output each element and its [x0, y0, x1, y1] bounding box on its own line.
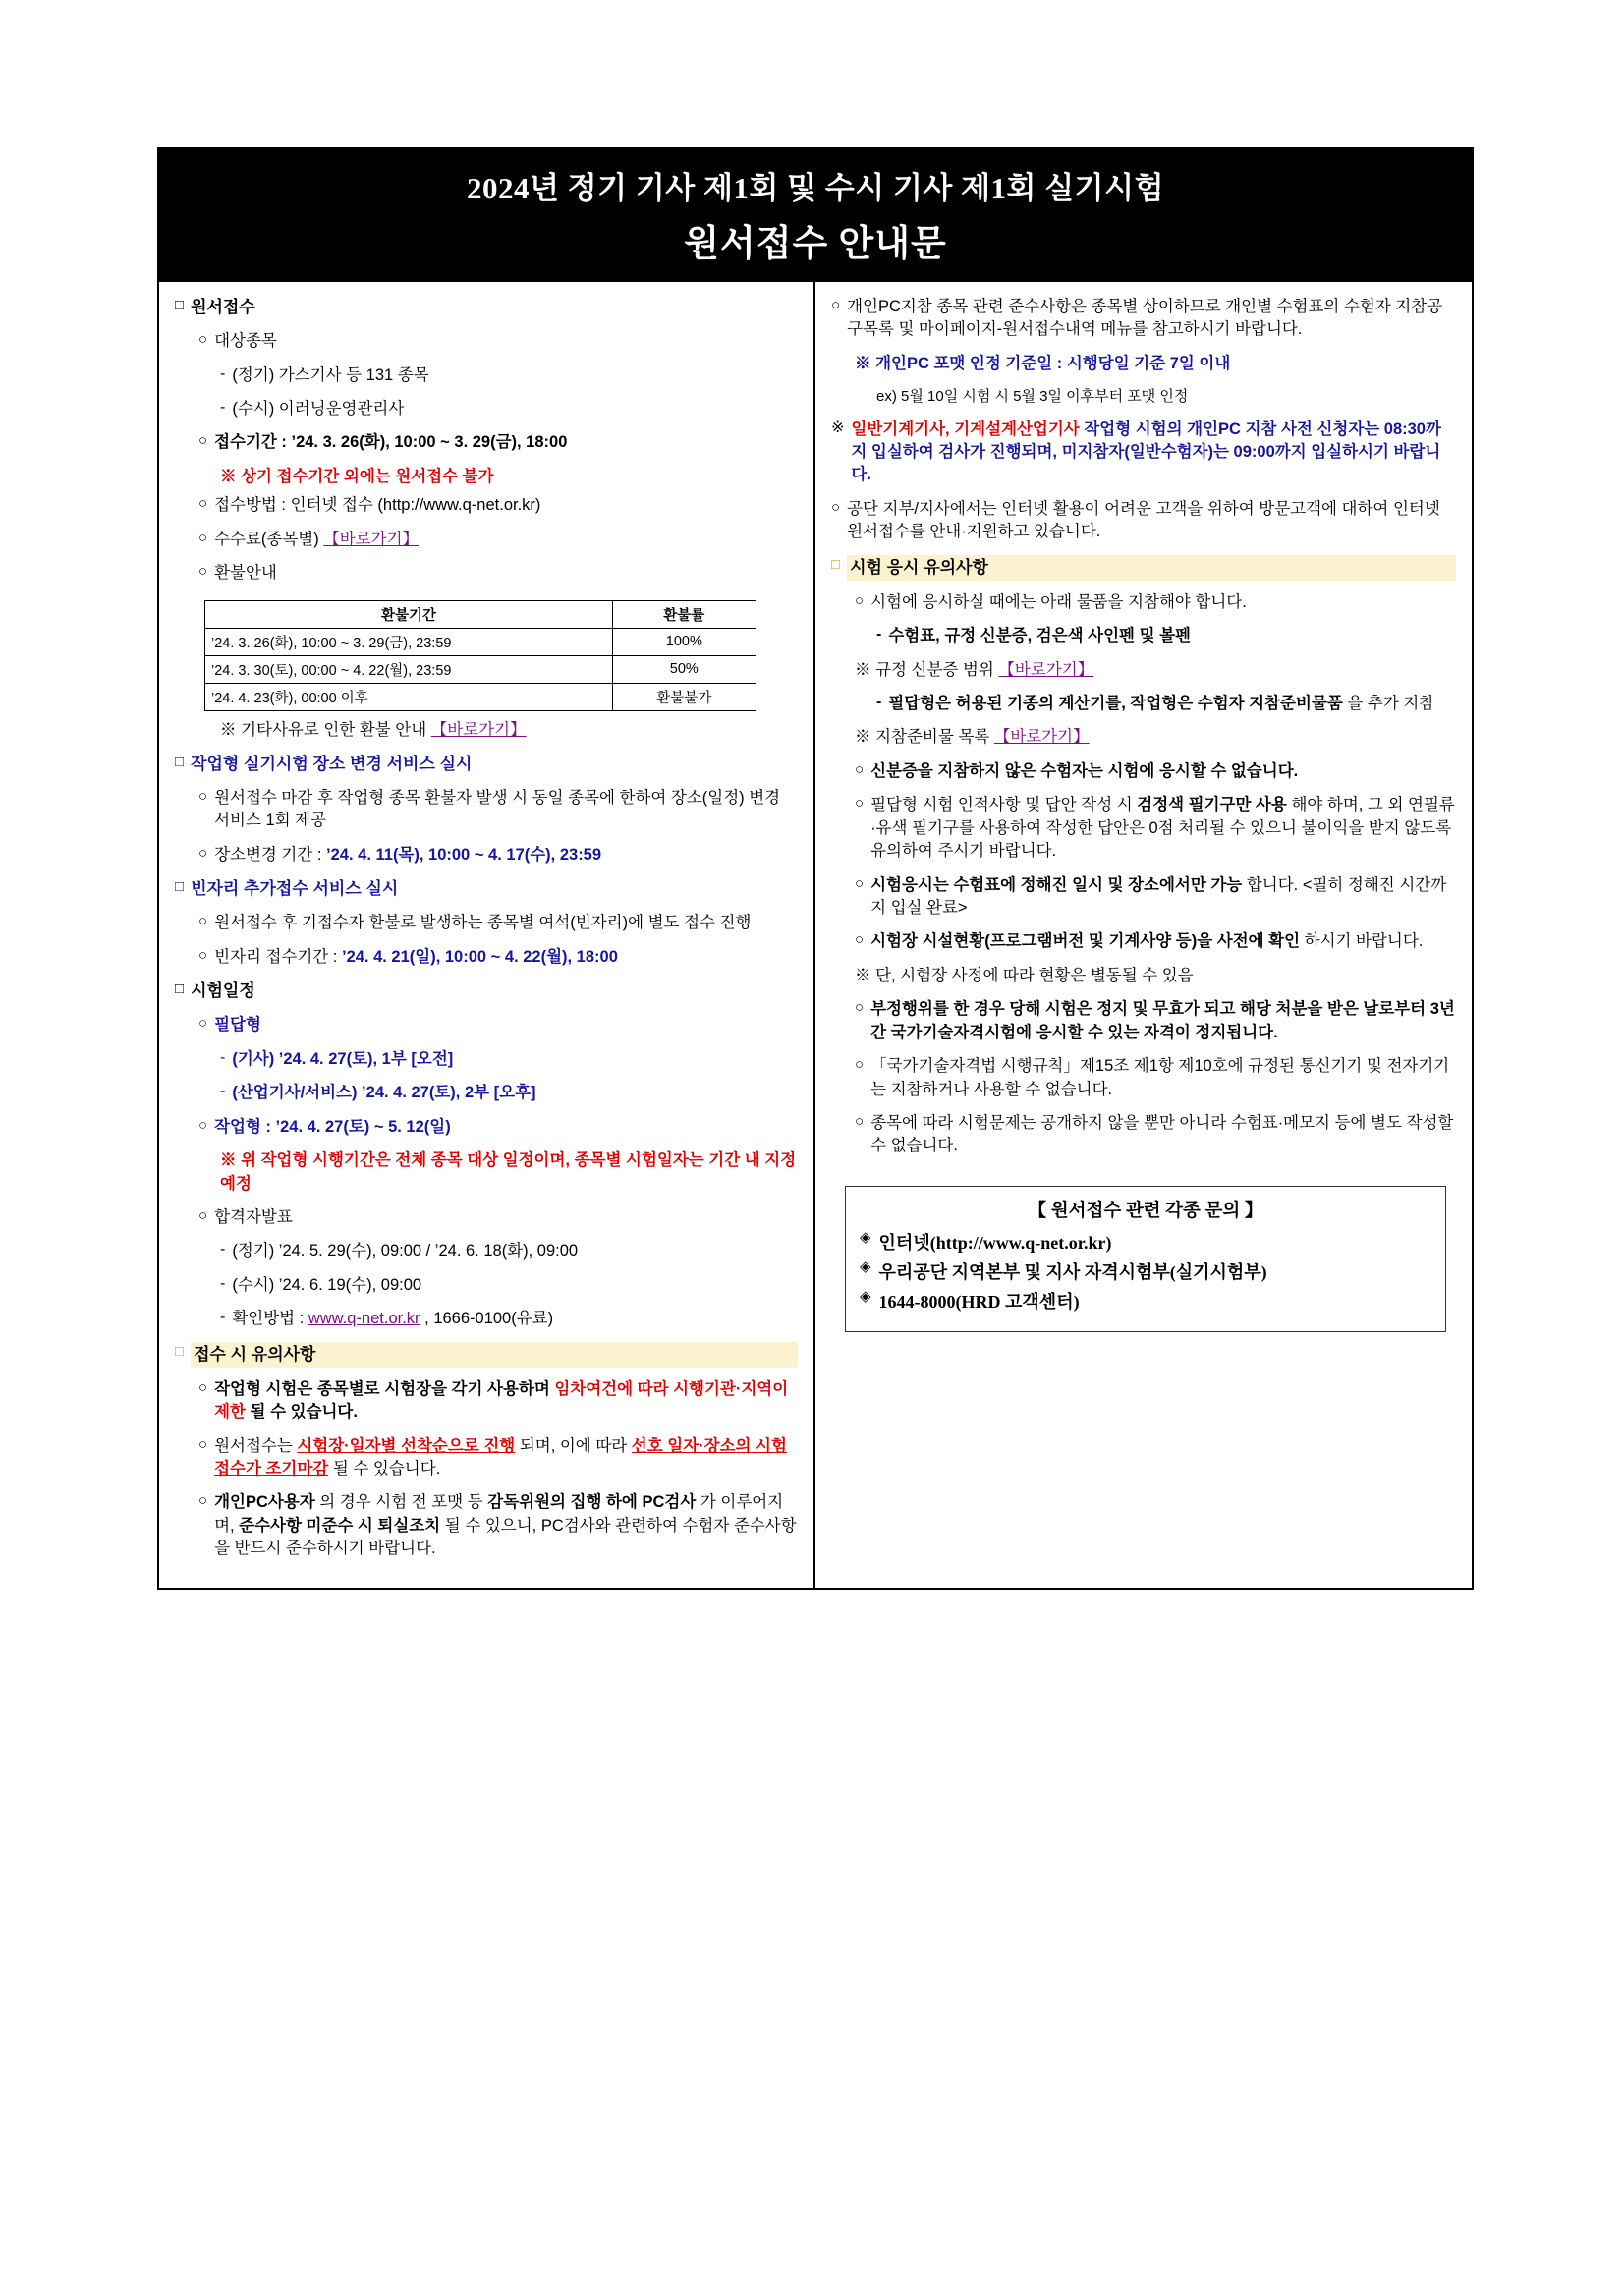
document-header: [159, 149, 1472, 282]
header-line-2: 원서접수 안내문: [684, 224, 947, 264]
bring-list-link[interactable]: 【바로가기】: [993, 728, 1090, 747]
venue-change-label: 장소변경 기간 :: [214, 845, 327, 864]
table-cell-period: ’24. 4. 23(화), 00:00 이후: [205, 683, 613, 710]
venue-notice-part-2: 수험표에 정해진 일시 및 장소에서만 가능: [953, 875, 1243, 894]
square-bullet-icon: □: [175, 753, 185, 770]
device-notice: 「국가기술자격법 시행규칙」제15조 제1항 제10호에 규정된 통신기기 및 전자기기는 지참하거나 사용할 수 없습니다.: [870, 1057, 1450, 1098]
list-item: [175, 431, 798, 454]
table-cell-rate: 환불불가: [612, 683, 756, 710]
circle-bullet-icon: ○: [198, 1206, 208, 1224]
refund-other-link[interactable]: 【바로가기】: [430, 720, 527, 739]
dash-bullet-icon: -: [876, 626, 882, 644]
calculator-notice-part-1: 필답형은 허용된 기종의 계산기를, 작업형은 수험자 지참준비물품: [888, 695, 1343, 713]
list-item: [175, 844, 798, 867]
note-item: [831, 965, 1456, 987]
section-exam-schedule: [175, 980, 798, 1003]
list-item: [175, 1116, 798, 1139]
pc-bring-subjects: 일반기계기사, 기계설계산업기사: [851, 420, 1080, 438]
list-item: [175, 787, 798, 833]
caution-1-part-1: 작업형 시험은 종목별로 시험장을 각기 사용하며: [214, 1379, 550, 1398]
section-title: 빈자리 추가접수 서비스 실시: [191, 879, 399, 899]
circle-bullet-icon: ○: [198, 1116, 208, 1134]
note-item: [831, 659, 1456, 682]
inquiry-item: [860, 1288, 1431, 1314]
circle-bullet-icon: ○: [198, 529, 208, 546]
list-item-label: 대상종목: [214, 332, 277, 351]
inquiry-item: [860, 1229, 1431, 1255]
list-item: [175, 946, 798, 969]
two-column-body: [159, 282, 1472, 1588]
inquiry-callcenter: 1644-8000(HRD 고객센터): [878, 1291, 1080, 1312]
result-check-phone: , 1666-0100(유료): [424, 1310, 554, 1328]
list-item: [175, 1048, 798, 1071]
square-bullet-icon: □: [175, 297, 185, 313]
dash-bullet-icon: -: [220, 398, 226, 416]
facility-notice-part-2: 하시기 바랍니다.: [1304, 932, 1424, 951]
list-item: [175, 1378, 798, 1425]
circle-bullet-icon: ○: [855, 795, 865, 812]
list-item: [831, 998, 1456, 1044]
venue-notice-part-3: 합니다. <필히 정해진 시간까지 입실 완료>: [870, 875, 1447, 918]
pen-notice-part-2: 검정색 필기구만 사용: [1137, 796, 1287, 814]
id-scope-label: ※ 규정 신분증 범위: [855, 660, 994, 679]
pc-bring-detail: 작업형 시험의 개인PC 지참 사전 신청자는 08:30까지 입실하여 검사가 진행되며, 미지참자(일반수험자)는 09:00까지 입실하시기 바랍니다.: [851, 420, 1441, 484]
dash-bullet-icon: -: [220, 1274, 226, 1292]
list-item: [175, 1491, 798, 1560]
list-item-label: (정기) 가스기사 등 131 종목: [232, 365, 429, 384]
branch-support-notice: 공단 지부/지사에서는 인터넷 활용이 어려운 고객을 위하여 방문고객에 대하여 인터넷 원서접수를 안내·지원하고 있습니다.: [847, 499, 1440, 541]
list-item: [175, 1274, 798, 1297]
list-item: [175, 529, 798, 551]
list-item: [175, 330, 798, 353]
result-check-label: 확인방법 :: [232, 1310, 308, 1328]
asterisk-bullet-icon: ※: [831, 419, 845, 436]
table-row: [205, 683, 756, 710]
section-application-cautions: [175, 1342, 798, 1368]
note-item: [831, 419, 1456, 487]
venue-notice-part-1: 시험응시는: [870, 875, 954, 894]
inquiry-branch: 우리공단 지역본부 및 지사 자격시험부(실기시험부): [878, 1261, 1267, 1282]
section-venue-change: [175, 753, 798, 776]
schedule-practical: 작업형 : ’24. 4. 27(토) ~ 5. 12(일): [214, 1117, 451, 1136]
schedule-engineer: (기사) ’24. 4. 27(토), 1부 [오전]: [232, 1049, 454, 1068]
caution-2-part-1: 원서접수는: [214, 1436, 298, 1455]
table-header-cell: 환불률: [612, 600, 756, 628]
list-item: [831, 693, 1456, 715]
dash-bullet-icon: -: [876, 694, 882, 711]
square-bullet-icon: □: [831, 555, 841, 573]
circle-bullet-icon: ○: [831, 297, 841, 313]
list-item: [175, 1082, 798, 1104]
list-item: [831, 874, 1456, 921]
cheating-notice: 부정행위를 한 경우 당해 시험은 정지 및 무효가 되고 해당 처분을 받은 날로부터 3년간 국가기술자격시험에 응시할 수 있는 자격이 정지됩니다.: [870, 1000, 1455, 1041]
section-application: [175, 296, 798, 319]
bring-items-label: 시험에 응시하실 때에는 아래 물품을 지참해야 합니다.: [870, 592, 1247, 611]
table-cell-period: ’24. 3. 30(토), 00:00 ~ 4. 22(월), 23:59: [205, 655, 613, 683]
caution-3-part-2: 의 경우 시험 전 포맷 등: [319, 1493, 488, 1512]
section-title: 시험 응시 유의사항: [847, 555, 1456, 581]
caution-3-part-5: 준수사항 미준수 시 퇴실조치: [239, 1516, 441, 1535]
dash-bullet-icon: -: [220, 1083, 226, 1100]
section-title: 작업형 실기시험 장소 변경 서비스 실시: [191, 754, 473, 773]
pen-notice-part-3: 해야 하며, 그 외 연필류·유색 필기구를 사용하여 작성한 답안은 0점 처리될 수 있으니 불이익을 받지 않도록 유의하여 주시기 바랍니다.: [870, 796, 1455, 861]
bring-items-list: 수험표, 규정 신분증, 검은색 사인펜 및 볼펜: [888, 627, 1191, 645]
caution-1-part-2: 임차여건에 따라 시행기관·지역이 제한: [214, 1379, 789, 1422]
right-column: [815, 282, 1472, 1588]
list-item: [831, 625, 1456, 647]
note-item: [831, 726, 1456, 749]
inquiry-box: [845, 1186, 1446, 1332]
list-item: [175, 494, 798, 517]
list-item-label: (수시) 이러닝운영관리사: [232, 399, 405, 418]
refund-label: 환불안내: [214, 564, 277, 583]
question-disclosure-notice: 종목에 따라 시험문제는 공개하지 않을 뿐만 아니라 수험표·메모지 등에 별도 작성할 수 없습니다.: [870, 1113, 1454, 1155]
caution-2-part-3: 되며, 이에 따라: [519, 1436, 632, 1455]
application-method: 접수방법 : 인터넷 접수 (http://www.q-net.or.kr): [214, 496, 541, 515]
circle-bullet-icon: ○: [855, 1056, 865, 1074]
circle-bullet-icon: ○: [198, 946, 208, 964]
refund-table: [204, 600, 756, 711]
list-item: [831, 1055, 1456, 1101]
list-item: [175, 1308, 798, 1330]
diamond-bullet-icon: ◈: [860, 1229, 871, 1246]
table-row: [205, 655, 756, 683]
list-item: [831, 498, 1456, 544]
refund-table-wrapper: [175, 596, 798, 719]
caution-3-part-1: 개인PC사용자: [214, 1493, 315, 1512]
dash-bullet-icon: -: [220, 364, 226, 382]
list-item: [831, 930, 1456, 953]
caution-1-part-3: 될 수 있습니다.: [250, 1403, 358, 1422]
notice-document: [157, 147, 1474, 1590]
circle-bullet-icon: ○: [855, 1112, 865, 1130]
note-item: [831, 353, 1456, 375]
refund-other-note: ※ 기타사유로 인한 환불 안내: [220, 720, 427, 739]
result-regular: (정기) ’24. 5. 29(수), 09:00 / ’24. 6. 18(화), 09:00: [232, 1242, 579, 1260]
section-title: 시험일정: [191, 981, 255, 1001]
written-type-label: 필답형: [214, 1016, 261, 1035]
dash-bullet-icon: -: [220, 1048, 226, 1066]
section-title: 접수 시 유의사항: [191, 1342, 798, 1368]
circle-bullet-icon: ○: [855, 874, 865, 892]
list-item: [175, 562, 798, 585]
calculator-notice-part-2: 을 추가 지참: [1347, 695, 1435, 713]
circle-bullet-icon: ○: [198, 913, 208, 930]
diamond-bullet-icon: ◈: [860, 1288, 871, 1305]
list-item: [175, 1206, 798, 1229]
circle-bullet-icon: ○: [198, 563, 208, 581]
list-item: [175, 1435, 798, 1482]
header-line-1: 2024년 정기 기사 제1회 및 수시 기사 제1회 실기시험: [466, 171, 1165, 205]
section-exam-cautions: [831, 555, 1456, 581]
circle-bullet-icon: ○: [198, 331, 208, 349]
list-item: [831, 1112, 1456, 1158]
table-cell-period: ’24. 3. 26(화), 10:00 ~ 3. 29(금), 23:59: [205, 628, 613, 655]
list-item: [831, 296, 1456, 342]
table-header-row: [205, 600, 756, 628]
circle-bullet-icon: ○: [198, 844, 208, 862]
schedule-practical-note: ※ 위 작업형 시행기간은 전체 종목 대상 일정이며, 종목별 시험일자는 기간 내 지정 예정: [220, 1151, 797, 1193]
circle-bullet-icon: ○: [198, 1015, 208, 1033]
circle-bullet-icon: ○: [855, 591, 865, 609]
square-bullet-icon: □: [175, 1342, 185, 1360]
caution-3-part-6: 될 수 있으니, PC검사와 관련하여 수험자 준수사항을 반드시 준수하시기 바랍니다.: [214, 1516, 797, 1558]
facility-notice-exception: ※ 단, 시험장 사정에 따라 현황은 별동될 수 있음: [855, 966, 1194, 984]
caution-2-part-4: 선호 일자·장소의 시험접수가 조기마감: [214, 1436, 787, 1479]
inquiry-item: [860, 1259, 1431, 1284]
circle-bullet-icon: ○: [198, 432, 208, 450]
table-row: [205, 628, 756, 655]
result-occasional: (수시) ’24. 6. 19(수), 09:00: [232, 1275, 422, 1294]
note-item: [175, 466, 798, 488]
circle-bullet-icon: ○: [831, 498, 841, 516]
facility-notice-part-1: 시험장 시설현황(프로그램버전 및 기계사양 등)을 사전에 확인: [870, 932, 1301, 951]
section-vacancy: [175, 877, 798, 901]
list-item: [175, 912, 798, 934]
list-item: [831, 591, 1456, 614]
pc-format-standard: ※ 개인PC 포맷 인정 기준일 : 시행당일 기준 7일 이내: [855, 354, 1231, 372]
circle-bullet-icon: ○: [198, 788, 208, 806]
caution-2-part-2: 시험장·일자별 선착순으로 진행: [297, 1436, 516, 1455]
circle-bullet-icon: ○: [855, 760, 865, 778]
circle-bullet-icon: ○: [855, 999, 865, 1017]
left-column: [159, 282, 815, 1588]
note-item: [175, 719, 798, 742]
table-cell-rate: 50%: [612, 655, 756, 683]
list-item: [831, 794, 1456, 863]
circle-bullet-icon: ○: [198, 495, 208, 513]
list-item: [831, 760, 1456, 783]
caution-3-part-4: 가 이루어지며,: [214, 1493, 784, 1535]
id-scope-link[interactable]: 【바로가기】: [998, 660, 1094, 679]
caution-3-part-3: 감독위원의 집행 하에 PC검사: [487, 1493, 697, 1512]
circle-bullet-icon: ○: [198, 1492, 208, 1510]
caution-2-part-5: 될 수 있습니다.: [332, 1460, 441, 1479]
dash-bullet-icon: -: [220, 1309, 226, 1326]
circle-bullet-icon: ○: [198, 1378, 208, 1396]
note-item: [175, 1149, 798, 1196]
circle-bullet-icon: ○: [198, 1435, 208, 1453]
application-period: 접수기간 : ’24. 3. 26(화), 10:00 ~ 3. 29(금), 18:00: [214, 433, 568, 452]
list-item-label: 원서접수 후 기접수자 환불로 발생하는 종목별 여석(빈자리)에 별도 접수 진행: [214, 914, 752, 932]
vacancy-label: 빈자리 접수기간 :: [214, 947, 342, 966]
note-item: [831, 386, 1456, 407]
list-item: [175, 364, 798, 387]
list-item-label: 원서접수 마감 후 작업형 종목 환불자 발생 시 동일 종목에 한하여 장소(일정) 변경 서비스 1회 제공: [214, 789, 781, 830]
dash-bullet-icon: -: [220, 1241, 226, 1259]
pen-notice-part-1: 필답형 시험 인적사항 및 답안 작성 시: [870, 796, 1138, 814]
table-cell-rate: 100%: [612, 628, 756, 655]
venue-change-period: ’24. 4. 11(목), 10:00 ~ 4. 17(수), 23:59: [326, 845, 602, 864]
inquiry-title: 【 원서접수 관련 각종 문의 】: [1028, 1201, 1263, 1221]
personal-pc-notice: 개인PC지참 종목 관련 준수사항은 종목별 상이하므로 개인별 수험표의 수험자 지참공구목록 및 마이페이지-원서접수내역 메뉴를 참고하시기 바랍니다.: [847, 298, 1443, 339]
circle-bullet-icon: ○: [855, 931, 865, 949]
bring-list-label: ※ 지참준비물 목록: [855, 728, 990, 747]
application-period-note: ※ 상기 접수기간 외에는 원서접수 불가: [220, 467, 494, 485]
qnet-link[interactable]: www.q-net.or.kr: [308, 1310, 420, 1328]
square-bullet-icon: □: [175, 878, 185, 896]
diamond-bullet-icon: ◈: [860, 1259, 871, 1275]
list-item: [175, 1014, 798, 1036]
table-header-cell: 환불기간: [205, 600, 613, 628]
result-announce-label: 합격자발표: [214, 1207, 293, 1226]
list-item: [175, 398, 798, 420]
fee-link[interactable]: 【바로가기】: [323, 530, 420, 548]
schedule-industrial: (산업기사/서비스) ’24. 4. 27(토), 2부 [오후]: [232, 1084, 536, 1102]
section-title: 원서접수: [191, 298, 255, 316]
square-bullet-icon: □: [175, 980, 185, 998]
vacancy-period: ’24. 4. 21(일), 10:00 ~ 4. 22(월), 18:00: [341, 947, 618, 966]
fee-label: 수수료(종목별): [214, 530, 319, 548]
id-required-notice: 신분증을 지참하지 않은 수험자는 시험에 응시할 수 없습니다.: [870, 761, 1299, 780]
list-item: [175, 1240, 798, 1262]
inquiry-internet[interactable]: 인터넷(http://www.q-net.or.kr): [878, 1232, 1112, 1253]
pc-format-example: ex) 5월 10일 시험 시 5월 3일 이후부터 포맷 인정: [876, 388, 1189, 406]
